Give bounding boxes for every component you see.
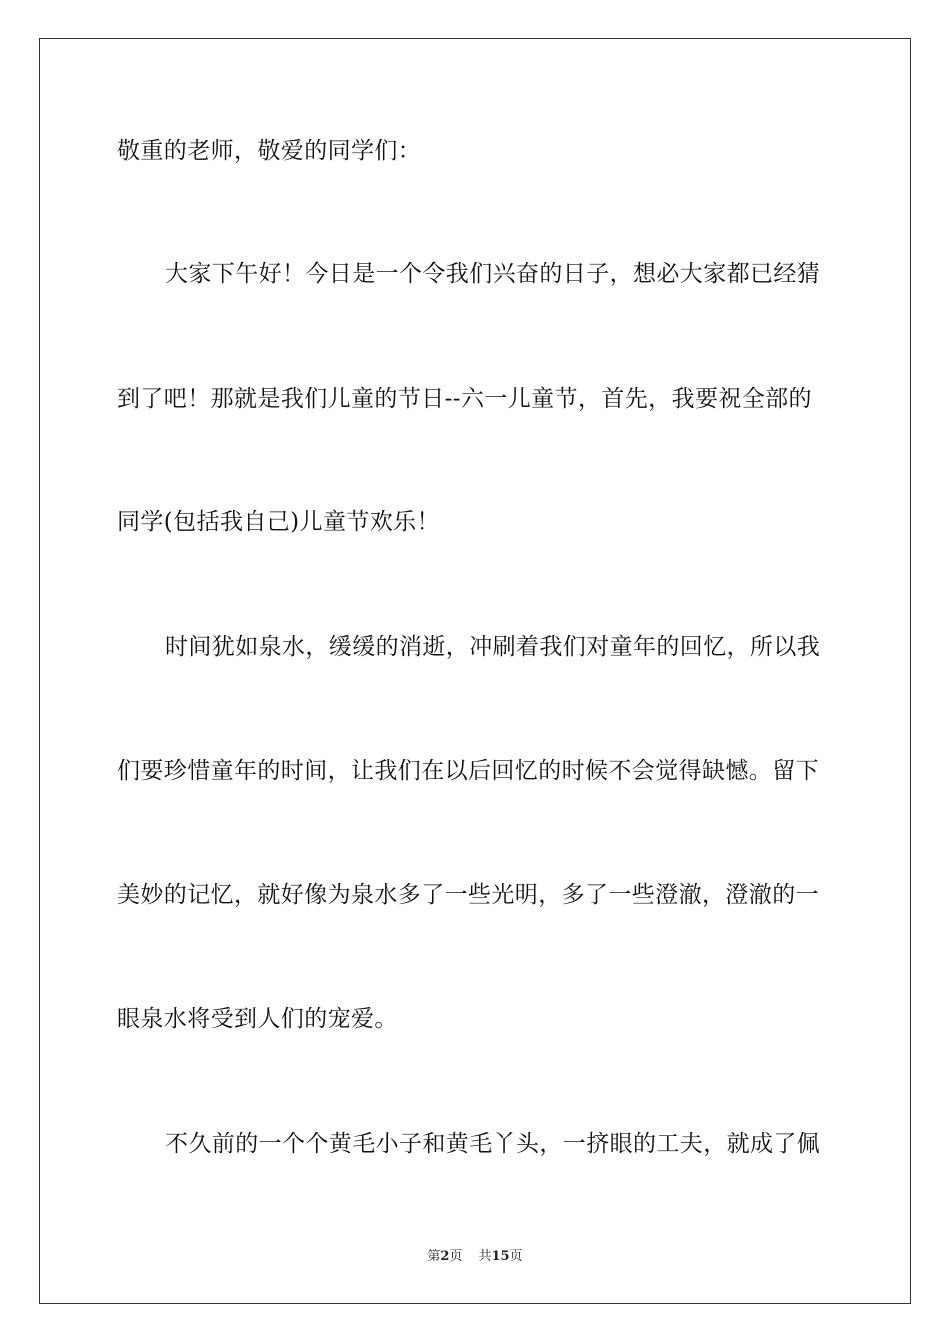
paragraph-line: 美妙的记忆，就好像为泉水多了一些光明，多了一些澄澈，澄澈的一	[117, 882, 819, 908]
greeting-line: 敬重的老师，敬爱的同学们：	[117, 138, 422, 164]
page-number-suffix: 页	[449, 1249, 463, 1264]
page-footer	[0, 1248, 950, 1266]
page-total: 15	[491, 1249, 510, 1264]
paragraph-line: 眼泉水将受到人们的宠爱。	[117, 1006, 398, 1032]
paragraph-line: 同学(包括我自己)儿童节欢乐！	[117, 509, 440, 535]
paragraph-line: 时间犹如泉水，缓缓的消逝，冲刷着我们对童年的回忆，所以我	[165, 634, 821, 660]
page-border	[39, 38, 911, 1304]
page-total-suffix: 页	[509, 1249, 523, 1264]
page-number-current: 2	[440, 1249, 450, 1264]
paragraph-line: 大家下午好！今日是一个令我们兴奋的日子，想必大家都已经猜	[165, 261, 821, 287]
page-total-prefix: 共	[478, 1249, 492, 1264]
paragraph-line: 到了吧！那就是我们儿童的节日--六一儿童节，首先，我要祝全部的	[117, 386, 812, 412]
page-number-prefix: 第	[427, 1249, 441, 1264]
paragraph-line: 不久前的一个个黄毛小子和黄毛丫头，一挤眼的工夫，就成了佩	[165, 1131, 821, 1157]
paragraph-line: 们要珍惜童年的时间，让我们在以后回忆的时候不会觉得缺憾。留下	[117, 758, 819, 784]
